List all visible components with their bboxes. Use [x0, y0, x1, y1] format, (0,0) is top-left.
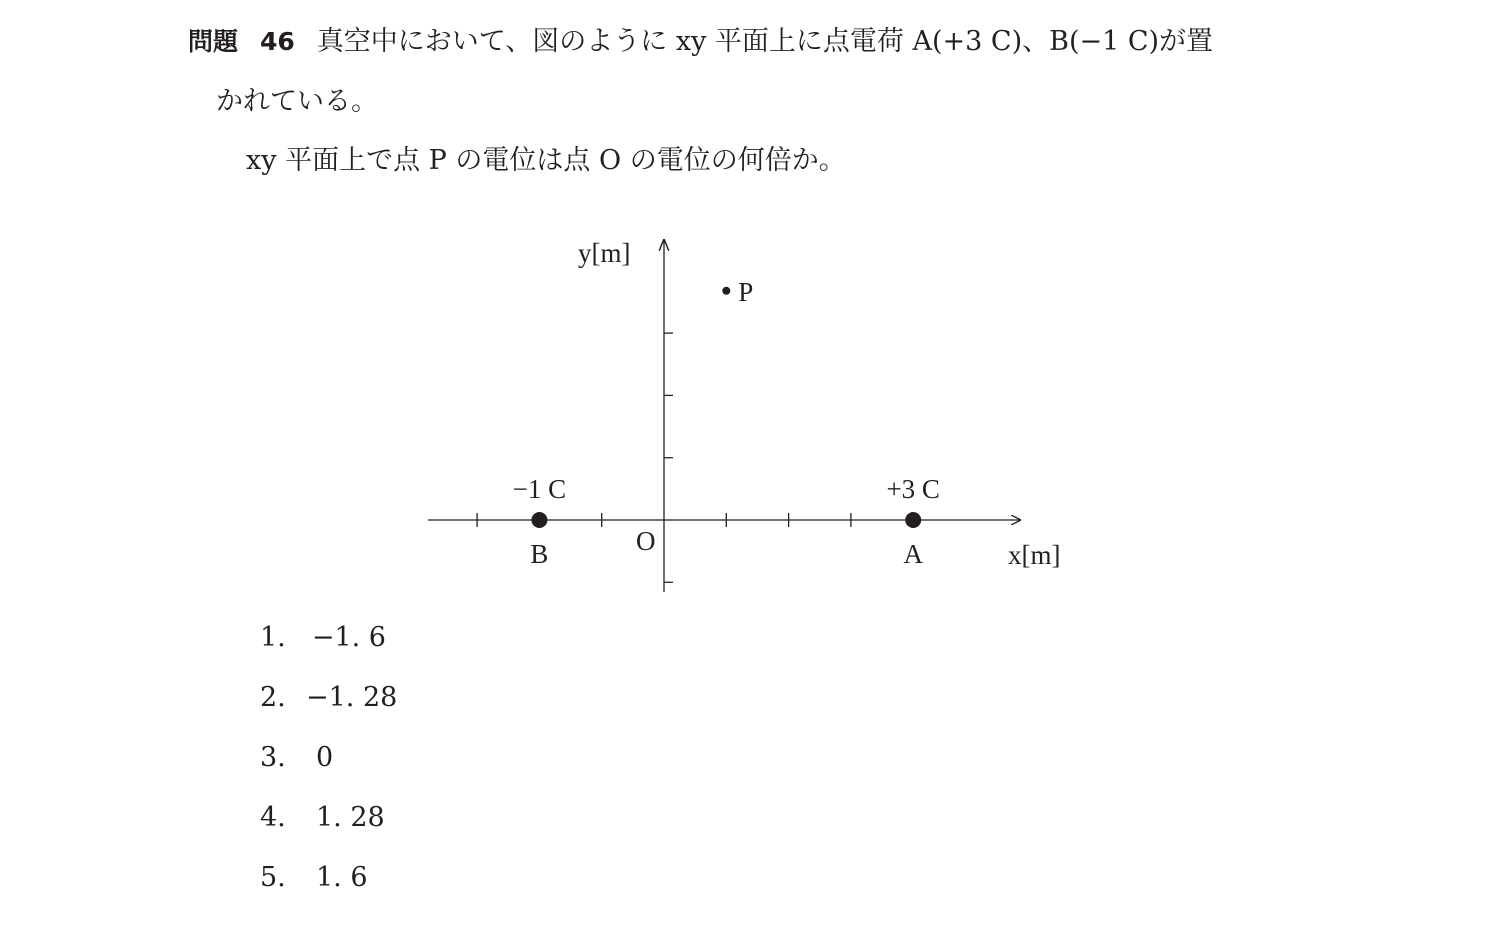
charge-b-marker — [531, 512, 547, 528]
choice-value: 1. 28 — [316, 802, 385, 833]
point-p-marker — [722, 287, 730, 295]
charge-a-value-label: +3 C — [886, 474, 940, 504]
choice-number: 2. — [260, 682, 286, 713]
origin-label: O — [636, 526, 656, 556]
question-prompt: xy 平面上で点 P の電位は点 O の電位の何倍か。 — [246, 145, 846, 176]
choice-number: 4. — [260, 802, 286, 833]
charge-b-value-label: −1 C — [512, 474, 567, 504]
choice-value: −1. 28 — [306, 682, 398, 713]
question-text-line-2: かれている。 — [216, 86, 378, 117]
y-axis-label: y[m] — [578, 238, 631, 268]
choice-1 — [260, 622, 386, 654]
charge-b-name-label: B — [530, 539, 549, 569]
choice-3 — [260, 742, 386, 774]
choice-4 — [260, 802, 386, 834]
choice-number: 5. — [260, 862, 286, 893]
question-number: 46 — [260, 27, 295, 56]
choice-value: −1. 6 — [311, 622, 386, 653]
x-axis-label: x[m] — [1008, 540, 1061, 570]
choice-number: 1. — [260, 622, 286, 653]
choice-5 — [260, 862, 386, 894]
charge-a-marker — [905, 512, 921, 528]
choice-value: 1. 6 — [316, 862, 368, 893]
question-text-line-1: 真空中において、図のように xy 平面上に点電荷 A(+3 C)、B(−1 C)が置 — [316, 26, 1214, 57]
charge-a-name-label: A — [903, 539, 923, 569]
point-p-label: P — [738, 276, 754, 307]
choice-2 — [260, 682, 398, 714]
question-label: 問題 — [188, 27, 239, 56]
choice-value: 0 — [316, 742, 334, 773]
choice-number: 3. — [260, 742, 286, 773]
